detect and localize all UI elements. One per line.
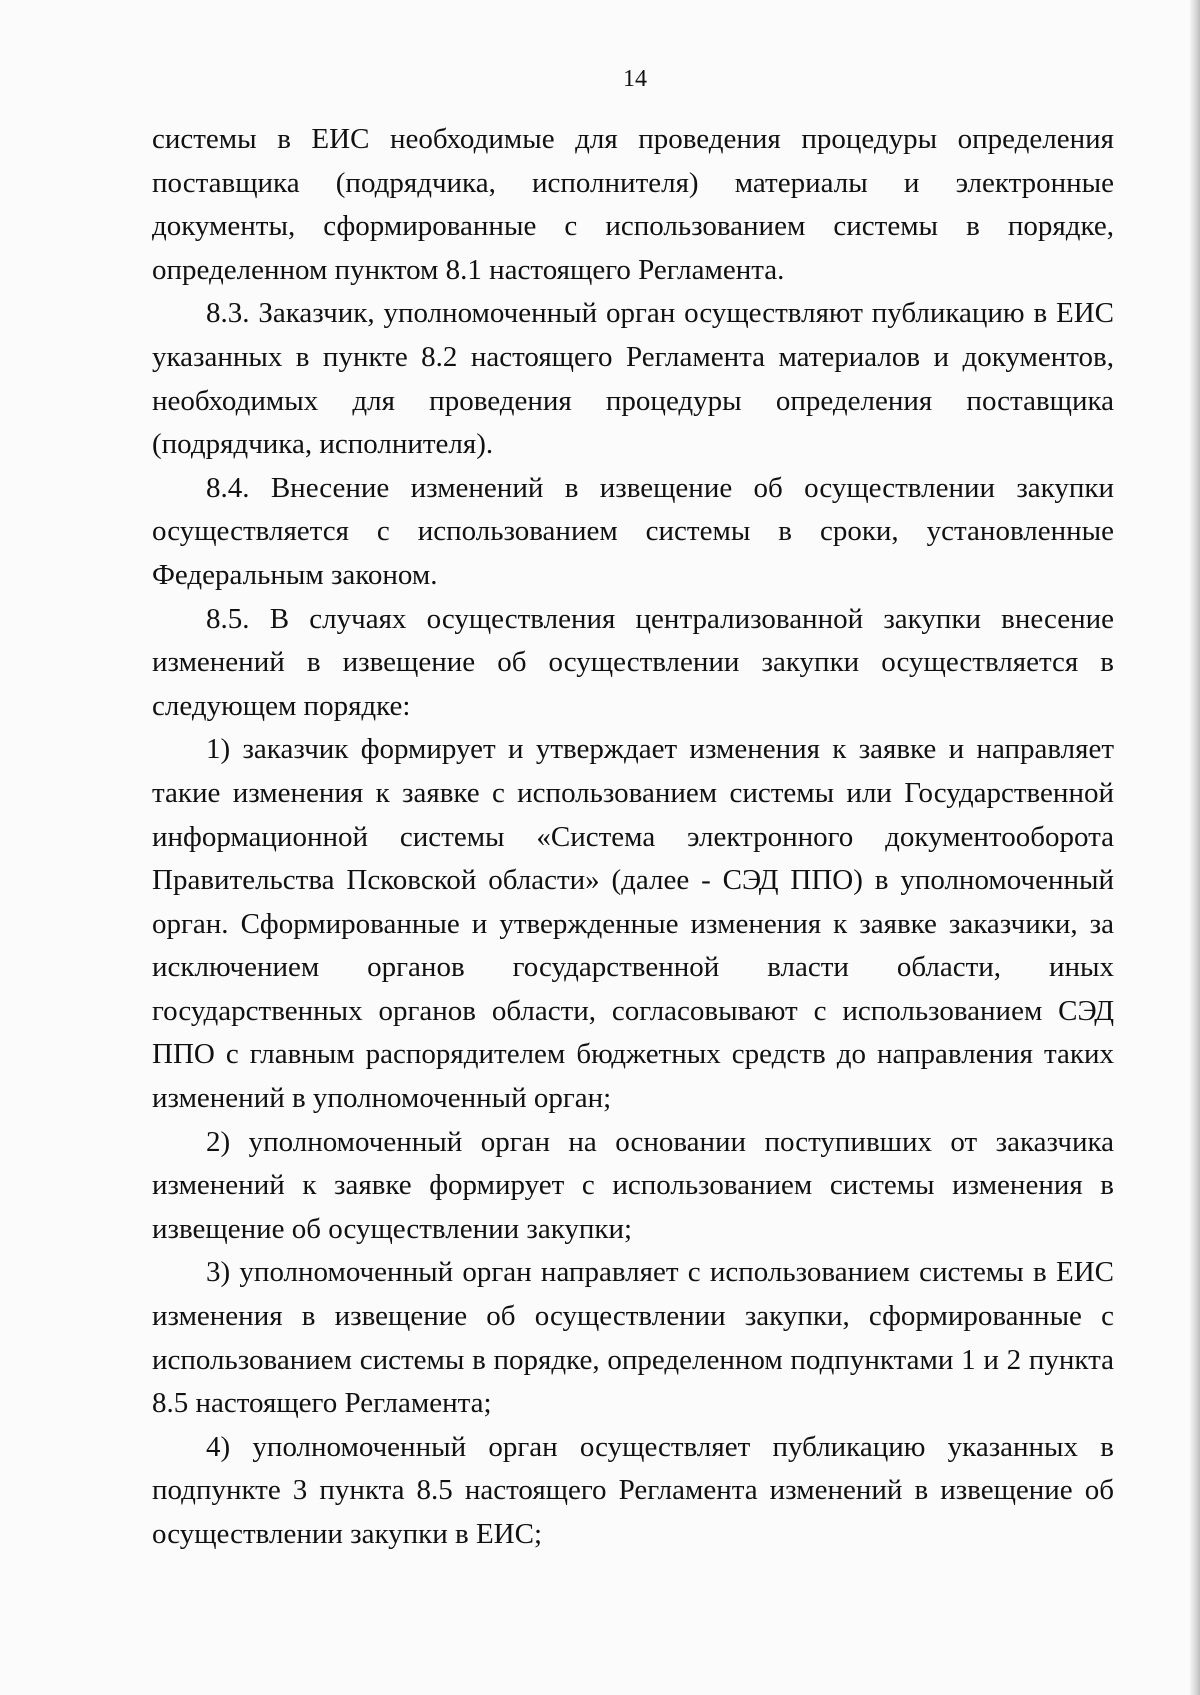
paragraph-8-5: 8.5. В случаях осуществления централизованной закупки внесение изменений в извещение об осуществлении закупки осуществляется в следующем порядке: xyxy=(152,602,1114,722)
paragraph-8-3: 8.3. Заказчик, уполномоченный орган осуществляют публикацию в ЕИС указанных в пункте 8.2 настоящего Регламента материалов и документов, необходимых для проведения процедуры определения поставщика (подрядчика, исполнителя). xyxy=(152,297,1114,461)
subparagraph-4: 4) уполномоченный орган осуществляет публикацию указанных в подпункте 3 пункта 8.5 настоящего Регламента изменений в извещение об осуществлении закупки в ЕИС; xyxy=(152,1430,1114,1550)
subparagraph-2: 2) уполномоченный орган на основании поступивших от заказчика изменений к заявке формирует с использованием системы изменения в извещение об осуществлении закупки; xyxy=(152,1125,1114,1245)
scan-edge xyxy=(1190,0,1200,1695)
subparagraph-1: 1) заказчик формирует и утверждает изменения к заявке и направляет такие изменения к заявке с использованием системы или Государственной информационной системы «Система электронного документооборота Правительства Псковской области» (далее - СЭД ППО) в уполномоченный орган. Сформированные и утвержденные изменения к заявке заказчики, за исключением органов государственной власти области, иных государственных органов области, согласовывают с использованием СЭД ППО с главным распорядителем бюджетных средств до направления таких изменений в уполномоченный орган; xyxy=(152,733,1114,1115)
paragraph-continuation: системы в ЕИС необходимые для проведения процедуры определения поставщика (подрядчика, исполнителя) материалы и электронные документы, сформированные с использованием системы в порядке, определенном пунктом 8.1 настоящего Регламента. xyxy=(152,123,1114,286)
page-number: 14 xyxy=(623,66,647,92)
paragraph-8-4: 8.4. Внесение изменений в извещение об осуществлении закупки осуществляется с использованием системы в сроки, установленные Федеральным законом. xyxy=(152,471,1114,591)
document-body xyxy=(152,118,1114,1557)
subparagraph-3: 3) уполномоченный орган направляет с использованием системы в ЕИС изменения в извещение об осуществлении закупки, сформированные с использованием системы в порядке, определенном подпунктами 1 и 2 пункта 8.5 настоящего Регламента; xyxy=(152,1256,1114,1420)
